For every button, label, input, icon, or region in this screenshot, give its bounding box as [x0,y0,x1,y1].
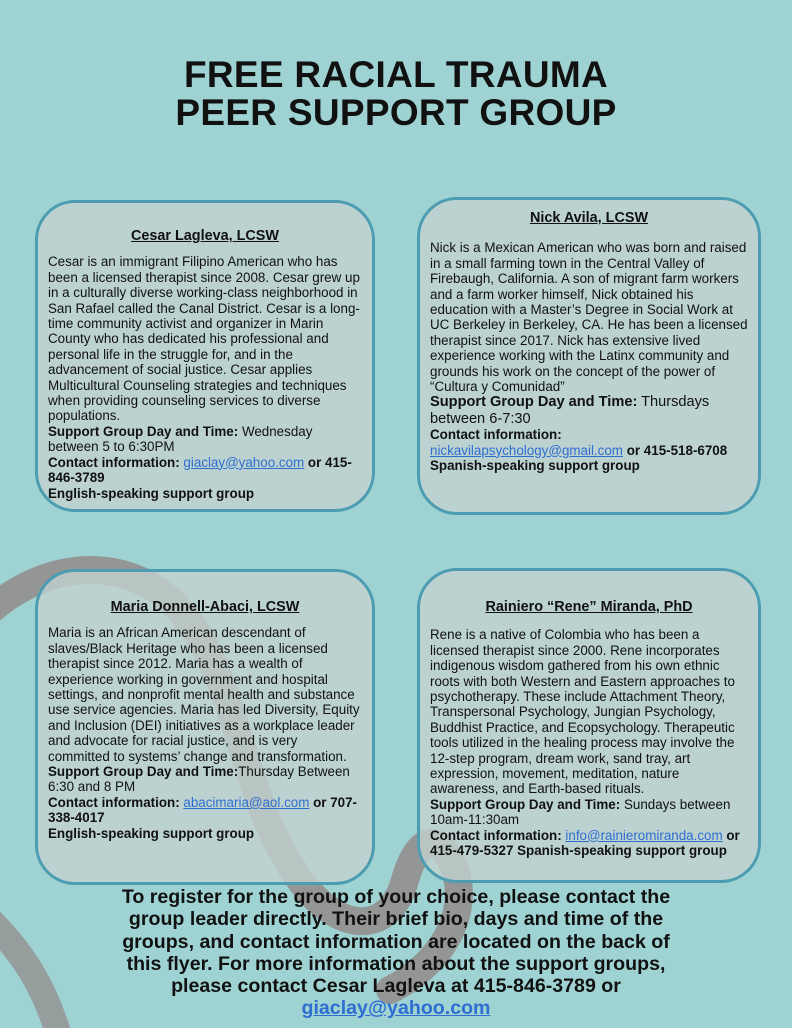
email-link[interactable]: nickavilapsychology@gmail.com [430,442,623,458]
group-language: English-speaking support group [48,825,255,841]
schedule-label: Support Group Day and Time: [48,423,239,439]
registration-note [110,886,682,1020]
contact-label: Contact information: [430,827,566,843]
leader-card-rene [417,568,761,883]
leader-card-maria [35,569,375,885]
leader-bio [48,254,362,501]
footer-email-link[interactable]: giaclay@yahoo.com [301,997,491,1020]
schedule-label: Support Group Day and Time: [430,394,638,411]
leader-name: Rainiero “Rene” Miranda, PhD [485,599,693,615]
schedule-value: Wednesday between 5 to 6:30PM [48,423,313,455]
email-link[interactable]: abacimaria@aol.com [183,794,310,810]
registration-text: To register for the group of your choice, please contact the group leader directly. Their brief bio, days and time of the groups, and contact information are located on the back of this flyer. For more information about the support groups, please contact Cesar Lagleva at 415-846-3789 or [121,886,671,998]
flyer-title [0,56,792,132]
title-line-1: FREE RACIAL TRAUMA [183,54,609,95]
contact-phone-and-language: or 415-479-5327 Spanish-speaking support group [430,827,740,859]
contact-label: Contact information: [48,794,184,810]
contact-phone: or 415-846-3789 [48,454,352,486]
contact-label: Contact information: [48,454,184,470]
contact-phone: or 415-518-6708 [622,442,728,458]
schedule-value: Sundays between 10am-11:30am [430,796,731,828]
bio-text: Cesar is an immigrant Filipino American who has been a licensed therapist since 2008. Cesar grew up in a culturally diverse working-class neighborhood in San Rafael called the Canal District. Cesar is a long-time community activist and organizer in Marin County who has dedicated his professional and personal life in the struggle for, and in the advancement of social justice. Cesar applies Multicultural Counseling strategies and techniques when providing counseling services to diverse populations. [48,254,360,424]
email-link[interactable]: giaclay@yahoo.com [183,454,305,470]
leader-name: Maria Donnell-Abaci, LCSW [110,599,300,615]
leader-name: Nick Avila, LCSW [529,210,649,226]
leader-card-nick [417,197,761,515]
email-link[interactable]: info@rainieromiranda.com [565,827,723,843]
group-language: English-speaking support group [48,485,255,501]
schedule-value: Thursday Between 6:30 and 8 PM [48,764,350,795]
leader-bio [430,240,748,473]
contact-phone: or 707-338-4017 [48,794,358,826]
group-language: Spanish-speaking support group [430,458,640,474]
bio-text: Nick is a Mexican American who was born and raised in a small farming town in the Central Valley of Firebaugh, California. A son of migrant farm workers and a farm worker himself, Nick obtained his education with a Master’s Degree in Social Work at UC Berkeley in Berkeley, CA. He has been a licensed therapist since 2017. Nick has extensive lived experience working with the Latinx community and grounds his work on the concept of the power of “Cultura y Comunidad” [430,240,748,395]
title-line-2: PEER SUPPORT GROUP [175,92,617,133]
contact-label: Contact information: [430,427,562,443]
bio-text: Maria is an African American descendant of slaves/Black Heritage who has been a licensed therapist since 2012. Maria has a wealth of experience working in government and hospital settings, and nonprofit mental health and substance use service agencies. Maria has led Diversity, Equity and Inclusion (DEI) initiatives as a workplace leader and advocate for racial justice, and is very committed to systems’ change and transformation. [48,625,360,764]
bio-text: Rene is a native of Colombia who has been a licensed therapist since 2000. Rene incorporates indigenous wisdom gathered from his own ethnic roots with both Western and Eastern approaches to psychotherapy. These include Attachment Theory, Transpersonal Psychology, Jungian Psychology, Buddhist Practice, and Ecopsychology. Therapeutic tools utilized in the healing process may involve the 12-step program, dream work, sand tray, art expression, movement, meditation, nature awareness, and Earth-based rituals. [430,627,735,797]
schedule-label: Support Group Day and Time: [48,764,239,780]
schedule-label: Support Group Day and Time: [430,796,621,812]
leader-bio [430,627,748,858]
schedule-value: Thursdays between 6-7:30 [430,394,710,427]
leader-bio [48,625,362,841]
leader-name: Cesar Lagleva, LCSW [131,228,279,244]
leader-card-cesar [35,200,375,512]
